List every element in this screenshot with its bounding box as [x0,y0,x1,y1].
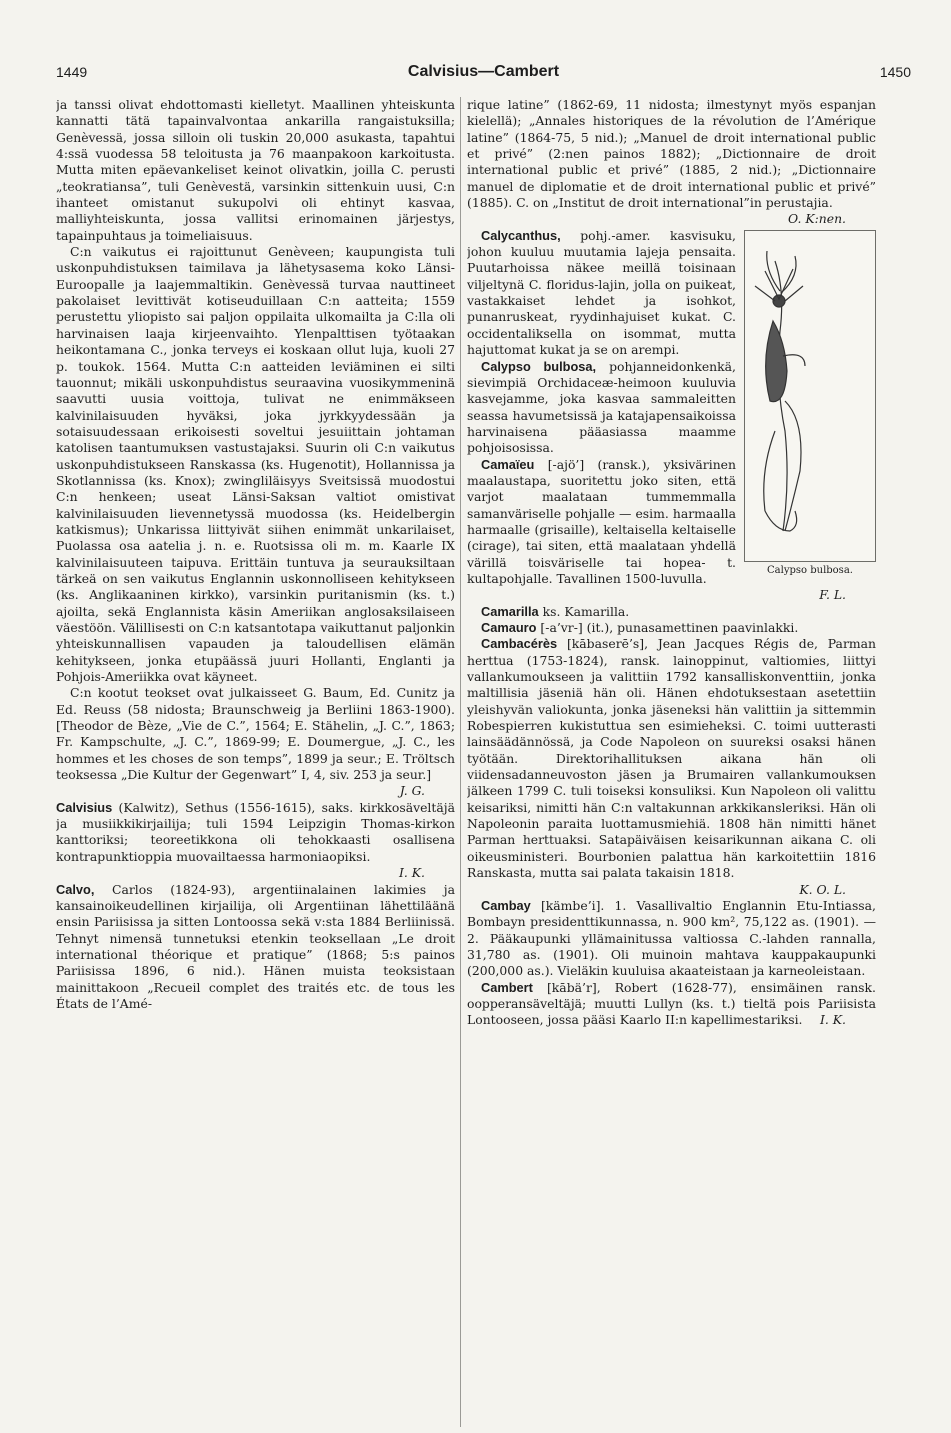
signature-cambaceres: K. O. L. [799,881,846,897]
entry-calvo [56,882,455,1013]
running-title: Calvisius—Cambert [407,63,560,80]
entry-calvisius [56,800,455,865]
signature-calvo: O. K:nen. [788,211,846,227]
signature-cambert: I. K. [820,1012,846,1028]
entry-cambert [467,980,876,1029]
orchid-drawing-icon [745,231,875,561]
camarilla-text: ks. Kamarilla. [542,603,630,619]
cambay-text: [kämbe’i]. 1. Vasallivaltio Englannin Etu-Intiassa, Bombayn presidenttikunnassa, n. 900 km², 75,122 as. (1901). — 2. Pääkaupunki yllämainitussa valtiossa C.-lahden rannalla, 31,780 as. (1901). Oli muinoin mahtava kauppakaupunki (200,000 as.). Vieläkin kuuluisa akaateistaan ja karneoleistaan. [467,897,876,979]
page-number-right: 1450 [879,64,911,80]
headword-calvisius: Calvisius [56,799,113,815]
entry-camauro [467,620,876,636]
calvo-continuation: rique latine” (1862-69, 11 nidosta; ilmestynyt myös espanjan kielellä); „Annales historiques de la révolution de l’Amérique latine” (1864-75, 5 nid.); „Manuel de droit international public et privé” (2:nen painos 1882); „Dictionnaire de droit international public et privé” (1885, 2 nid.); „Dictionnaire manuel de diplomatie et de droit international public et privé” (1885). C. on „Institut de droit international”in perustajia. [467,97,876,211]
calvo-text: Carlos (1824-93), argentiinalainen lakimies ja kansainoikeudellinen kirjailija, oli Argentiinan lähettiläänä ensin Pariisissa ja sitten Lontoossa sekä v:sta 1884 Berliinissä. Tehnyt nimensä tunnetuksi etenkin teoksellaan „Le droit international théorique et pratique” (1868; 5:s painos Pariisissa 1896, 6 nid.). Hänen muista teoksistaan mainittakoon „Recueil complet des traités etc. de tous les États de l’Amé- [56,881,455,1011]
signature-camaieu: F. L. [819,587,846,603]
cambaceres-text: [kābaserē’s], Jean Jacques Régis de, Parman herttua (1753-1824), ransk. lainoppinut, valtiomies, liittyi vallankumoukseen ja valittiin 1792 kansalliskonventtiin, jonka maltillisia jäseniä hän oli. Hänen ehdotuksestaan asetettiin yleishyvän valiokunta, jonka jäseneksi hän valittiin ja sittemmin Robespierren kukistuttua sen esimieheksi. C. toimi uutterasti lainsäädännössä, ja Code Napoleon on suureksi osaksi hänen työtään. Direktorihallituksen aikana hän oli viidensadanneuvoston jäsen ja Brumairen vallankumouksen jälkeen 1799 C. tuli toiseksi konsuliksi. Kun Napoleon oli valittu keisariksi, nimitti hän C:n valtakunnan arkkikansleriksi. Hän oli Napoleonin paraita luottamusmiehiä. 1808 hän nimitti hänet Parman herttuaksi. Satapäiväisen keisarikunnan aikana C. oli oikeusministeri. Bourbonien palattua hän karkoitettiin 1816 Ranskasta, mutta sai palata takaisin 1818. [467,636,876,881]
cambert-text: [kābä’r], Robert (1628-77), ensimäinen ransk. oopperansäveltäjä; muutti Lullyn (ks. t.) tieltä pois Pariisista Lontooseen, jossa pääsi Kaarlo II:n kapellimestariksi. [467,979,876,1028]
figure-caption: Calypso bulbosa. [767,564,853,576]
headword-calvo: Calvo, [56,881,95,897]
headword-calycanthus: Calycanthus, [481,227,561,243]
left-column [56,97,455,1427]
calvin-influence-paragraph: C:n vaikutus ei rajoittunut Genèveen; kaupungista tuli uskonpuhdistuksen taimilava ja lähetysasema koko Länsi-Euroopalle ja laajemmaltikin. Genèvessä turvaa nauttineet pakolaiset levittivät kotiseuduillaan C:n aatteita; 1559 perustettu yliopisto sai paljon oppilaita ulkomailta ja C:lla oli harvinaisen laaja kirjeenvaihto. Ylenpalttisen työtaakan heikontamana C., jonka terveys ei koskaan ollut luja, kuoli 27 p. toukok. 1564. Mutta C:n aatteiden leviäminen ei silti tauonnut; mikäli uskonpuhdistus seuraavina vuosikymmeninä saavutti uusia voittoja, tulivat ne enimmäkseen kalvinilaisuuden hyväksi, joka jyrkkyydessään ja sotaisuudessaan erikoisesti soveltui jesuiittain johtaman katolisen taantumuksen vastustajaksi. Suurin oli C:n vaikutus uskonpuhdistukseen Ranskassa (ks. Hugenotit), Hollannissa ja Skotlannissa (ks. Knox); zwingliläisyys Sveitsissä muodostui C:n henkeen; useat Länsi-Saksan valtiot omistivat kalvinilaisuuden lievennetyssä muodossa (ks. Heidelbergin katkismus); Unkarissa liittyivät siihen enimmät unkarilaiset, Puolassa osa aatelia j. n. e. Ruotsissa oli m. m. Kaarle IX kalvinilaisuuteen taipuva. Erittäin tuntuva ja seurauksiltaan tärkeä on sen vaikutus Englannin uskonnolliseen kehitykseen (ks. Anglikaaninen kirkko), varsinkin puritanismin (ks. t.) ajoilta, sekä Englannista käsin Ameriikan anglosaksilaiseen väestöön. Välillisesti on C:n katsantotapa vaikuttanut paljonkin yhteiskunnallisen vapauden ja taloudellisen elämän kehitykseen, jonka etupäässä juuri Hollanti, Englanti ja Pohjois-Ameriikka ovat käyneet. [56,244,455,685]
calypso-text: pohjanneidonkenkä, sievimpiä Orchidaceæ-heimoon kuuluvia kasvejamme, joka kasvaa sammaleitten seassa havumetsissä ja katajapensaikoissa harvinaisena pääasiassa maamme pohjoisosissa. [467,358,736,456]
headword-cambaceres: Cambacérès [481,636,558,652]
headword-cambert: Cambert [481,979,533,995]
camauro-text: [-a’vr-] (it.), punasamettinen paavinlakki. [540,620,799,635]
headword-calypso: Calypso bulbosa, [481,358,597,374]
column-divider [460,97,461,1427]
calvin-continuation: ja tanssi olivat ehdottomasti kielletyt. Maallinen yhteiskunta kannatti tätä tapainvalvontaa ankarilla rangaistuksilla; Genèvessä, jossa silloin oli tuskin 20,000 asukasta, tapahtui 4:ssä vuodessa 58 teloitusta ja 76 maanpakoon karkoitusta. Mutta miten epäevankeliset keinot olivatkin, joilla C. perusti „teokratiansa”, tuli Genèvestä, varsinkin sittenkuin uusi, C:n ihanteet omistanut sukupolvi oli ehtinyt kasvaa, malliyhteiskunta, jossa vallitsi erinomainen järjestys, tapainpuhtaus ja toimeliaisuus. [56,97,455,243]
entry-cambaceres [467,636,876,881]
page-header [56,64,911,86]
camaieu-text: [-ajö’] (ransk.), yksivärinen maalaustapa, suoritettu joko siten, että varjot maalataan tummemmalla samanväriselle pohjalle — esim. harmaalla harmaalle (grisaille), keltaisella keltaiselle (cirage), tai siten, että maalataan yhdellä värillä toisväriselle tai hopea- t. kultapohjalle. Tavallinen 1500-luvulla. [467,456,736,586]
entry-cambay [467,898,876,980]
headword-cambay: Cambay [481,897,531,913]
calvin-bibliography: C:n kootut teokset ovat julkaisseet G. Baum, Ed. Cunitz ja Ed. Reuss (58 nidosta; Braunschweig ja Berliini 1863-1900). [Theodor de Bèze, „Vie de C.”, 1564; E. Stähelin, „J. C.”, 1863; Fr. Kampschulte, „J. C.”, 1869-99; E. Doumergue, „J. C., les hommes et les choses de son temps”, 1899 ja seur.; E. Tröltsch teoksessa „Die Kultur der Gegenwart” I, 4, siv. 253 ja seur.] [56,685,455,783]
page-number-left: 1449 [56,64,88,80]
calypso-figure [744,230,876,577]
calvisius-text: (Kalwitz), Sethus (1556-1615), saks. kirkkosäveltäjä ja musiikkikirjailija; tuli 1594 Leipzigin Thomas-kirkon kanttoriksi; teoreetikkona oli tehokkaasti osallisena kontrapunktioppia muovailtaessa harmoniaopiksi. [56,799,455,864]
headword-camauro: Camauro [481,620,537,635]
calypso-illustration [744,230,876,562]
headword-camarilla: Camarilla [481,603,539,619]
right-column [467,97,876,1427]
signature-calvin: J. G. [399,783,425,799]
entry-camarilla [467,604,876,620]
signature-calvisius: I. K. [399,865,425,881]
headword-camaieu: Camaïeu [481,456,535,472]
calycanthus-text: pohj.-amer. kasvisuku, johon kuuluu muutamia lajeja pensaita. Puutarhoissa näkee meillä toisinaan viljeltynä C. floridus-lajin, jolla on puikeat, vastakkaiset lehdet ja isohkot, punanruskeat, ryydinhajuiset kukat. C. occidentaliksella on isommat, mutta hajuttomat kukat ja se on arempi. [467,227,736,358]
